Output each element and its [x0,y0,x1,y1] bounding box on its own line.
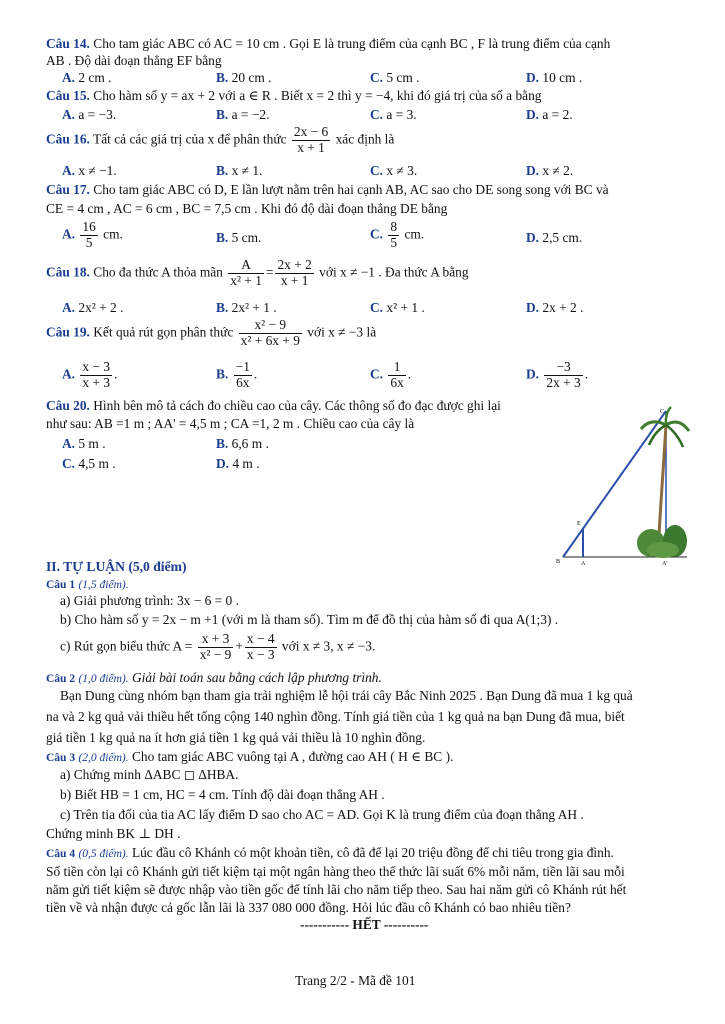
page-footer: Trang 2/2 - Mã đề 101 [295,973,416,988]
q16-option-b: B. x ≠ 1. [216,163,263,178]
q18-option-d: D. 2x + 2 . [526,300,584,315]
q18-option-b: B. 2x² + 1 . [216,300,277,315]
q16-option-d: D. x ≠ 2. [526,163,574,178]
q15-option-a: A. a = −3. [62,107,117,122]
essay-2-line2: na và 2 kg quả vải thiều hết tổng cộng 140 nghìn đồng. Tính giá tiền của 1 kg quả na bạn Dung đã mua, biết [46,709,625,724]
q18-option-a: A. 2x² + 2 . [62,300,124,315]
essay-3-header: Câu 3 (2,0 điểm). Cho tam giác ABC vuông tại A , đường cao AH ( H ∈ BC ). [46,749,454,764]
q14-option-c: C. 5 cm . [370,70,420,85]
essay-4-line2: Số tiền còn lại cô Khánh gửi tiết kiệm tại một ngân hàng theo thể thức lãi suất 6% mỗi năm, tiền lãi sau mỗi [46,864,625,879]
essay-4-line1: Câu 4 (0,5 điểm). Lúc đầu cô Khánh có một khoản tiền, cô đã để lại 20 triệu đồng để chi tiêu trong gia đình. [46,845,614,860]
essay-1-a: a) Giải phương trình: 3x − 6 = 0 . [60,593,239,608]
q16-option-a: A. x ≠ −1. [62,163,117,178]
question-15-text: Cho hàm số y = ax + 2 với a ∈ R . Biết x = 2 thì y = −4, khi đó giá trị của số a bằng [93,88,542,103]
fig-label-c: C [660,409,665,415]
question-17-line1: Câu 17. Cho tam giác ABC có D, E lần lượt nằm trên hai cạnh AB, AC sao cho DE song song với BC và [46,182,609,197]
essay-3-a: a) Chứng minh ΔABC ◻ ΔHBA. [60,767,239,782]
fig-label-b: B [556,559,561,565]
q17-option-b: B. 5 cm. [216,230,262,245]
q19-option-d: D. $\frac{-3}{2x + 3}$ . [526,359,589,390]
question-20-line1: Câu 20. Hình bên mô tả cách đo chiều cao của cây. Các thông số đo đạc được ghi lại [46,398,501,413]
question-19-label: Câu 19. [46,324,90,340]
q18-option-c: C. x² + 1 . [370,300,425,315]
q20-option-d: D. 4 m . [216,456,260,471]
essay-4-line4: tiền về và nhận được cả gốc lẫn lãi là 337 080 000 đồng. Hỏi lúc đầu cô Khánh có bao nhiêu tiền? [46,900,571,915]
essay-3-b: b) Biết HB = 1 cm, HC = 4 cm. Tính độ dài đoạn thẳng AH . [60,787,385,802]
essay-3-c2: Chứng minh BK ⊥ DH . [46,826,181,841]
q20-option-c: C. 4,5 m . [62,456,116,471]
question-17-label: Câu 17. [46,182,90,197]
question-19-line: Câu 19. Kết quả rút gọn phân thức $\frac{\text{x² − 9}}{\text{x² + 6x + 9}}$ với x ≠ −3 là [46,317,377,348]
question-16-line: Câu 16. Tất cả các giá trị của x để phân thức $\frac{2x - 6}{x + 1}$ xác định là [46,124,395,155]
essay-3-c1: c) Trên tia đối của tia AC lấy điểm D sao cho AC = AD. Gọi K là trung điểm của đoạn thẳng AH . [60,807,584,822]
q19-option-c: C. $\frac{1}{6x}$ . [370,359,412,390]
question-14-line1 [46,36,610,51]
fig-label-a: A [581,561,586,567]
end-marker: ----------- HẾT ---------- [300,917,429,932]
question-15-line [46,88,542,103]
bush-base [647,542,679,558]
question-14-label: Câu 14. [46,36,90,51]
section-title: II. TỰ LUẬN (5,0 điểm) [46,559,187,574]
essay-1-b: b) Cho hàm số y = 2x − m +1 (với m là tham số). Tìm m để đồ thị của hàm số đi qua A(1;3) . [60,612,559,627]
question-18-label: Câu 18. [46,264,90,280]
q17-option-c: C. $\frac{8}{5}$ cm. [370,219,425,250]
question-18-line: Câu 18. Cho đa thức A thỏa mãn $\frac{A}{\text{x² + 1}}$ = $\frac{2x + 2}{x + 1}$ với x ≠ −1 . Đa thức A bằng [46,257,469,288]
q17-option-a: A. $\frac{16}{5}$ cm. [62,219,123,250]
q14-option-d: D. 10 cm . [526,70,583,85]
question-15-label: Câu 15. [46,88,90,103]
q15-option-b: B. a = −2. [216,107,270,122]
q15-option-d: D. a = 2. [526,107,573,122]
q16-fraction: $\frac{2x - 6}{x + 1}$ [293,124,329,155]
fig-label-a-prime: A' [662,561,668,567]
q16-option-c: C. x ≠ 3. [370,163,418,178]
q20-option-a: A. 5 m . [62,436,106,451]
question-17-line2: CE = 4 cm , AC = 6 cm , BC = 7,5 cm . Khi đó độ dài đoạn thẳng DE bằng [46,201,448,216]
question-16-label: Câu 16. [46,131,90,147]
question-14-line2: AB . Độ dài đoạn thẳng EF bằng [46,53,222,68]
question-20-line2: như sau: AB =1 m ; AA' = 4,5 m ; CA =1, 2 m . Chiều cao của cây là [46,416,415,431]
q15-option-c: C. a = 3. [370,107,417,122]
q17-option-d: D. 2,5 cm. [526,230,583,245]
tree-height-figure [555,405,690,570]
essay-2-line1: Bạn Dung cùng nhóm bạn tham gia trải nghiệm lễ hội trái cây Bắc Ninh 2025 . Bạn Dung đã mua 1 kg quả [60,688,633,703]
fig-label-e: E [577,521,581,527]
q14-option-a: A. 2 cm . [62,70,112,85]
essay-1-header: Câu 1 (1,5 điểm). [46,579,129,591]
q14-option-b: B. 20 cm . [216,70,272,85]
q19-option-b: B. $\frac{-1}{6x}$ . [216,359,258,390]
essay-4-line3: năm gửi tiết kiệm sẽ được nhập vào tiền gốc để tính lãi cho năm tiếp theo. Sau hai năm gửi cô Khánh rút hết [46,882,627,897]
essay-2-line3: giá tiền 1 kg quả na ít hơn giá tiền 1 kg quả vải thiều là 10 nghìn đồng. [46,730,426,745]
question-14-text: Cho tam giác ABC có AC = 10 cm . Gọi E là trung điểm của cạnh BC , F là trung điểm của cạnh [93,36,611,51]
q20-option-b: B. 6,6 m . [216,436,269,451]
essay-2-header: Câu 2 (1,0 điểm). Giải bài toán sau bằng cách lập phương trình. [46,670,382,685]
question-20-label: Câu 20. [46,398,90,413]
q19-option-a: A. $\frac{x - 3}{x + 3}$ . [62,359,118,390]
essay-1-c: c) Rút gọn biểu thức A = $\frac{x + 3}{\text{x² − 9}}$ + $\frac{x - 4}{x - 3}$ với x ≠ 3, x ≠ −3. [60,631,376,662]
